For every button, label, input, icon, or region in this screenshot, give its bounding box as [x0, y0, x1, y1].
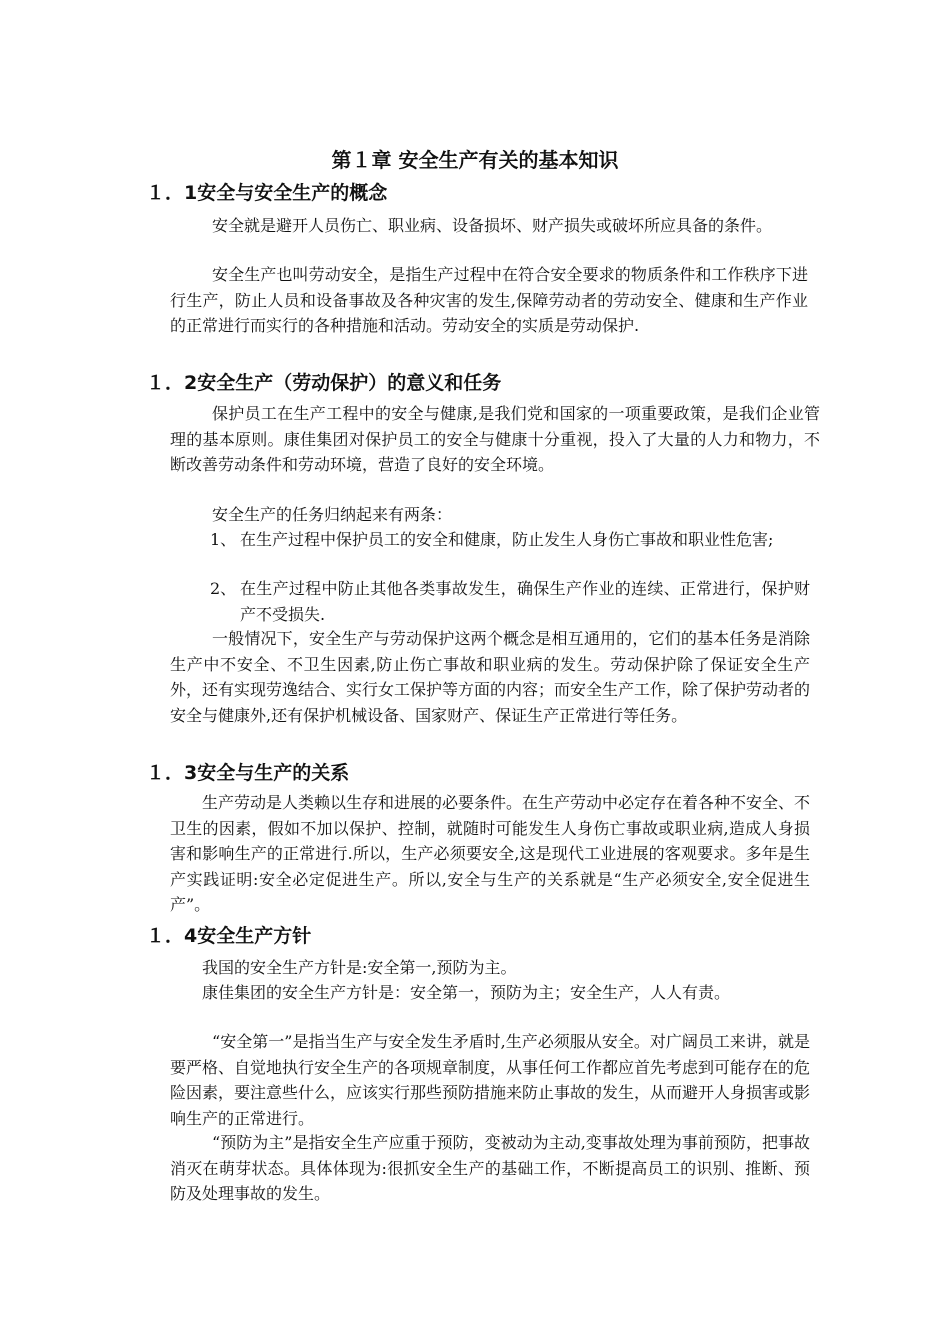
section-heading: １．4安全生产方针 — [146, 925, 312, 947]
paragraph: 安全生产也叫劳动安全，是指生产过程中在符合安全要求的物质条件和工作秩序下进行生产，防止人员和设备事故及各种灾害的发生,保障劳动者的劳动安全、健康和生产作业的正常进行而实行的各种措施和活动。劳动安全的实质是劳动保护. — [170, 265, 808, 336]
list-number: 1、 — [210, 530, 237, 549]
paragraph: “安全第一”是指当生产与安全发生矛盾时,生产必须服从安全。对广阔员工来讲，就是要严格、自觉地执行安全生产的各项规章制度，从事任何工作都应首先考虑到可能存在的危险因素，要注意些什么，应该实行那些预防措施来防止事故的发生，从而避开人身损害或影响生产的正常进行。 — [170, 1032, 811, 1128]
paragraph: 一般情况下，安全生产与劳动保护这两个概念是相互通用的，它们的基本任务是消除生产中不安全、不卫生因素,防止伤亡事故和职业病的发生。劳动保护除了保证安全生产外，还有实现劳逸结合、实行女工保护等方面的内容；而安全生产工作，除了保护劳动者的安全与健康外,还有保护机械设备、国家财产、保证生产正常进行等任务。 — [170, 629, 811, 725]
list-text: 在生产过程中防止其他各类事故发生，确保生产作业的连续、正常进行，保护财产不受损失. — [240, 579, 810, 624]
list-item — [210, 576, 810, 627]
paragraph: 安全生产的任务归纳起来有两条： — [212, 505, 453, 524]
paragraph: 保护员工在生产工程中的安全与健康,是我们党和国家的一项重要政策，是我们企业管理的基本原则。康佳集团对保护员工的安全与健康十分重视，投入了大量的人力和物力，不断改善劳动条件和劳动环境，营造了良好的安全环境。 — [170, 404, 820, 475]
list-item — [210, 527, 810, 553]
chapter-title: 第１章 安全生产有关的基本知识 — [331, 148, 619, 172]
section-heading: １．2安全生产（劳动保护）的意义和任务 — [146, 372, 502, 394]
list-number: 2、 — [210, 579, 237, 598]
list-text: 在生产过程中保护员工的安全和健康，防止发生人身伤亡事故和职业性危害; — [240, 530, 774, 549]
paragraph: 安全就是避开人员伤亡、职业病、设备损坏、财产损失或破坏所应具备的条件。 — [212, 216, 773, 235]
paragraph: “预防为主”是指安全生产应重于预防，变被动为主动,变事故处理为事前预防，把事故消灭在萌芽状态。具体体现为:很抓安全生产的基础工作，不断提高员工的识别、推断、预防及处理事故的发生。 — [170, 1133, 810, 1204]
paragraph: 生产劳动是人类赖以生存和进展的必要条件。在生产劳动中必定存在着各种不安全、不卫生的因素，假如不加以保护、控制，就随时可能发生人身伤亡事故或职业病,造成人身损害和影响生产的正常进行.所以，生产必须要安全,这是现代工业进展的客观要求。多年是生产实践证明:安全必定促进生产。所以,安全与生产的关系就是“生产必须安全,安全促进生产”。 — [170, 793, 811, 915]
section-heading: １．3安全与生产的关系 — [146, 762, 350, 784]
paragraph: 康佳集团的安全生产方针是：安全第一，预防为主；安全生产，人人有责。 — [202, 983, 731, 1002]
paragraph: 我国的安全生产方针是:安全第一,预防为主。 — [202, 958, 517, 977]
section-heading: １．1安全与安全生产的概念 — [146, 182, 388, 204]
